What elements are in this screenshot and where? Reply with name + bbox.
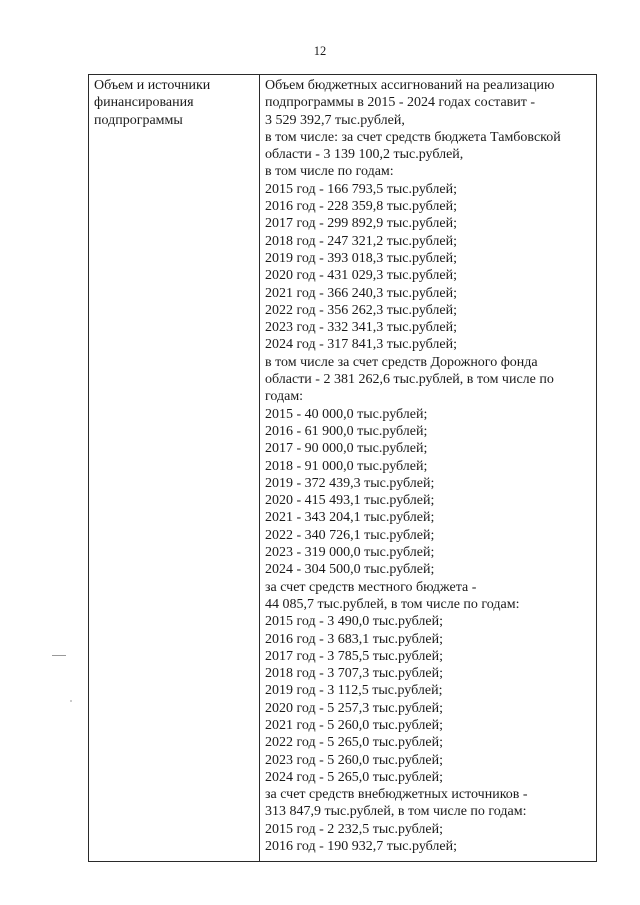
text-line: 2021 год - 366 240,3 тыс.рублей; — [265, 285, 458, 301]
text-line: в том числе: за счет средств бюджета Тамбовской — [265, 129, 561, 145]
text-line: 2016 год - 228 359,8 тыс.рублей; — [265, 199, 458, 215]
text-line: 2018 год - 3 707,3 тыс.рублей; — [265, 666, 444, 682]
text-line: 2024 год - 5 265,0 тыс.рублей; — [265, 769, 444, 785]
text-line: 2017 год - 299 892,9 тыс.рублей; — [265, 216, 458, 232]
row-content-cell — [260, 75, 597, 862]
text-line: 2017 год - 3 785,5 тыс.рублей; — [265, 648, 444, 664]
text-line: области - 3 139 100,2 тыс.рублей, — [265, 147, 464, 163]
row-content — [265, 77, 591, 855]
text-line: 2023 - 319 000,0 тыс.рублей; — [265, 545, 435, 561]
text-line: 2021 год - 5 260,0 тыс.рублей; — [265, 717, 444, 733]
financing-table — [88, 74, 597, 862]
row-label-cell — [89, 75, 260, 862]
text-line: области - 2 381 262,6 тыс.рублей, в том числе по — [265, 372, 554, 388]
text-line: 2015 год - 2 232,5 тыс.рублей; — [265, 821, 444, 837]
text-line: за счет средств местного бюджета - — [265, 579, 477, 595]
text-line: 2023 год - 332 341,3 тыс.рублей; — [265, 320, 458, 336]
text-line: 2015 год - 3 490,0 тыс.рублей; — [265, 614, 444, 630]
text-line: 2019 год - 393 018,3 тыс.рублей; — [265, 250, 458, 266]
scan-speck — [70, 700, 72, 702]
text-line: подпрограммы в 2015 - 2024 годах составит - — [265, 95, 536, 111]
text-line: 2024 - 304 500,0 тыс.рублей; — [265, 562, 435, 578]
text-line: 313 847,9 тыс.рублей, в том числе по годам: — [265, 804, 527, 820]
text-line: 2022 - 340 726,1 тыс.рублей; — [265, 527, 435, 543]
text-line: Объем и источники — [94, 78, 211, 93]
text-line: 2019 год - 3 112,5 тыс.рублей; — [265, 683, 443, 699]
table-row — [89, 75, 597, 862]
text-line: 2016 - 61 900,0 тыс.рублей; — [265, 423, 428, 439]
text-line: 2020 - 415 493,1 тыс.рублей; — [265, 493, 435, 509]
page-number: 12 — [313, 44, 327, 58]
text-line: 44 085,7 тыс.рублей, в том числе по годам: — [265, 596, 520, 612]
text-line: 2017 - 90 000,0 тыс.рублей; — [265, 441, 428, 457]
text-line: годам: — [265, 389, 304, 405]
text-line: 2020 год - 5 257,3 тыс.рублей; — [265, 700, 444, 716]
text-line: 2018 - 91 000,0 тыс.рублей; — [265, 458, 428, 474]
text-line: 3 529 392,7 тыс.рублей, — [265, 112, 405, 128]
text-line: 2018 год - 247 321,2 тыс.рублей; — [265, 233, 458, 249]
text-line: подпрограммы — [94, 112, 183, 128]
text-line: 2023 год - 5 260,0 тыс.рублей; — [265, 752, 444, 768]
scan-margin-mark — [52, 655, 66, 656]
text-line: 2019 - 372 439,3 тыс.рублей; — [265, 475, 435, 491]
text-line: 2016 год - 3 683,1 тыс.рублей; — [265, 631, 444, 647]
text-line: 2022 год - 5 265,0 тыс.рублей; — [265, 735, 444, 751]
text-line: 2015 - 40 000,0 тыс.рублей; — [265, 406, 428, 422]
text-line: финансирования — [94, 95, 194, 111]
text-line: Объем бюджетных ассигнований на реализацию — [265, 78, 555, 93]
text-line: за счет средств внебюджетных источников - — [265, 787, 528, 803]
text-line: 2020 год - 431 029,3 тыс.рублей; — [265, 268, 458, 284]
text-line: в том числе по годам: — [265, 164, 394, 180]
text-line: 2016 год - 190 932,7 тыс.рублей; — [265, 839, 458, 855]
text-line: 2015 год - 166 793,5 тыс.рублей; — [265, 181, 458, 197]
text-line: 2021 - 343 204,1 тыс.рублей; — [265, 510, 435, 526]
text-line: 2024 год - 317 841,3 тыс.рублей; — [265, 337, 458, 353]
row-label — [94, 77, 254, 129]
text-line: 2022 год - 356 262,3 тыс.рублей; — [265, 302, 458, 318]
text-line: в том числе за счет средств Дорожного фонда — [265, 354, 538, 370]
